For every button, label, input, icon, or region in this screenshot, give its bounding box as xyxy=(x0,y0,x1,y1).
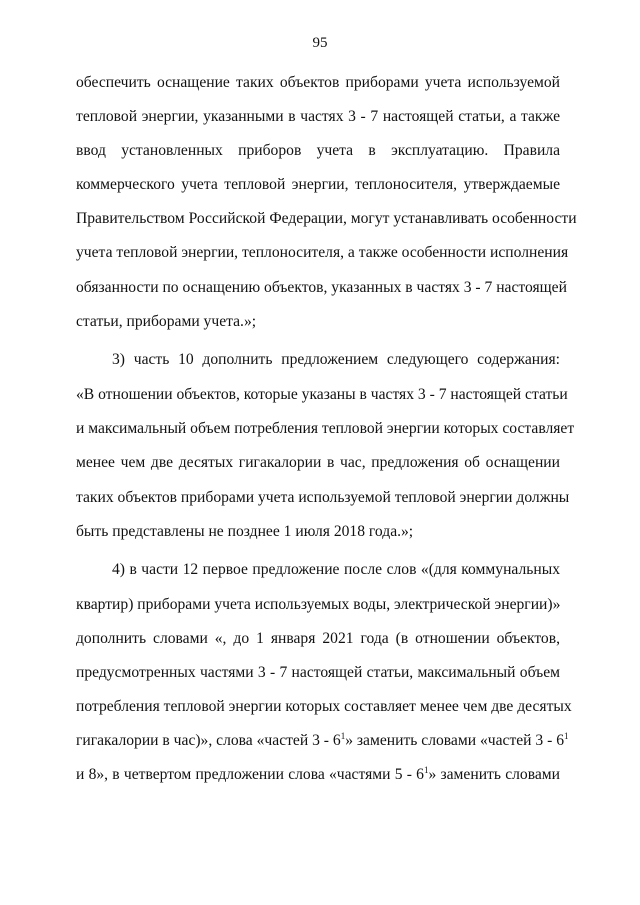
text-line: квартир) приборами учета используемых воды, электрической энергии)» xyxy=(76,596,561,613)
text-line: статьи, приборами учета.»; xyxy=(76,313,257,330)
text-line: обязанности по оснащению объектов, указанных в частях 3 - 7 настоящей xyxy=(76,279,567,296)
superscript: 1 xyxy=(564,731,569,741)
text-line xyxy=(76,765,560,785)
text-line: таких объектов приборами учета используемой тепловой энергии должны xyxy=(76,489,570,506)
text-line: и максимальный объем потребления тепловой энергии которых составляет xyxy=(76,420,575,437)
superscript: 1 xyxy=(340,731,346,741)
text-line: потребления тепловой энергии которых составляет менее чем две десятых xyxy=(76,698,572,715)
text-line: «В отношении объектов, которые указаны в частях 3 - 7 настоящей статьи xyxy=(76,386,568,403)
text-line: учета тепловой энергии, теплоносителя, а также особенности исполнения xyxy=(76,244,569,261)
text-line: коммерческого учета тепловой энергии, теплоносителя, утверждаемые xyxy=(76,176,560,193)
text-line xyxy=(76,731,569,751)
text-line: Правительством Российской Федерации, могут устанавливать особенности xyxy=(76,210,577,227)
text-line: обеспечить оснащение таких объектов приборами учета используемой xyxy=(76,74,560,91)
text-line: быть представлены не позднее 1 июля 2018 года.»; xyxy=(76,523,414,540)
text-line: ввод установленных приборов учета в эксплуатацию. Правила xyxy=(76,142,560,159)
text-line: дополнить словами «, до 1 января 2021 года (в отношении объектов, xyxy=(76,630,560,647)
paragraph-3-start: 3) часть 10 дополнить предложением следующего содержания: xyxy=(112,351,560,368)
text-fragment: гигакалории в час)», слова «частей 3 - 6 xyxy=(76,732,341,749)
text-line: менее чем две десятых гигакалории в час, предложения об оснащении xyxy=(76,454,560,471)
text-line: предусмотренных частями 3 - 7 настоящей статьи, максимальный объем xyxy=(76,664,560,681)
text-fragment: » заменить словами «частей 3 - 6 xyxy=(345,732,565,749)
page-number: 95 xyxy=(312,35,328,51)
text-fragment: и 8», в четвертом предложении слова «частями 5 - 6 xyxy=(76,766,424,783)
paragraph-4-start: 4) в части 12 первое предложение после слов «(для коммунальных xyxy=(112,561,560,578)
text-fragment: » заменить словами xyxy=(428,766,560,783)
superscript: 1 xyxy=(423,765,429,775)
text-line: тепловой энергии, указанными в частях 3 - 7 настоящей статьи, а также xyxy=(76,108,560,125)
